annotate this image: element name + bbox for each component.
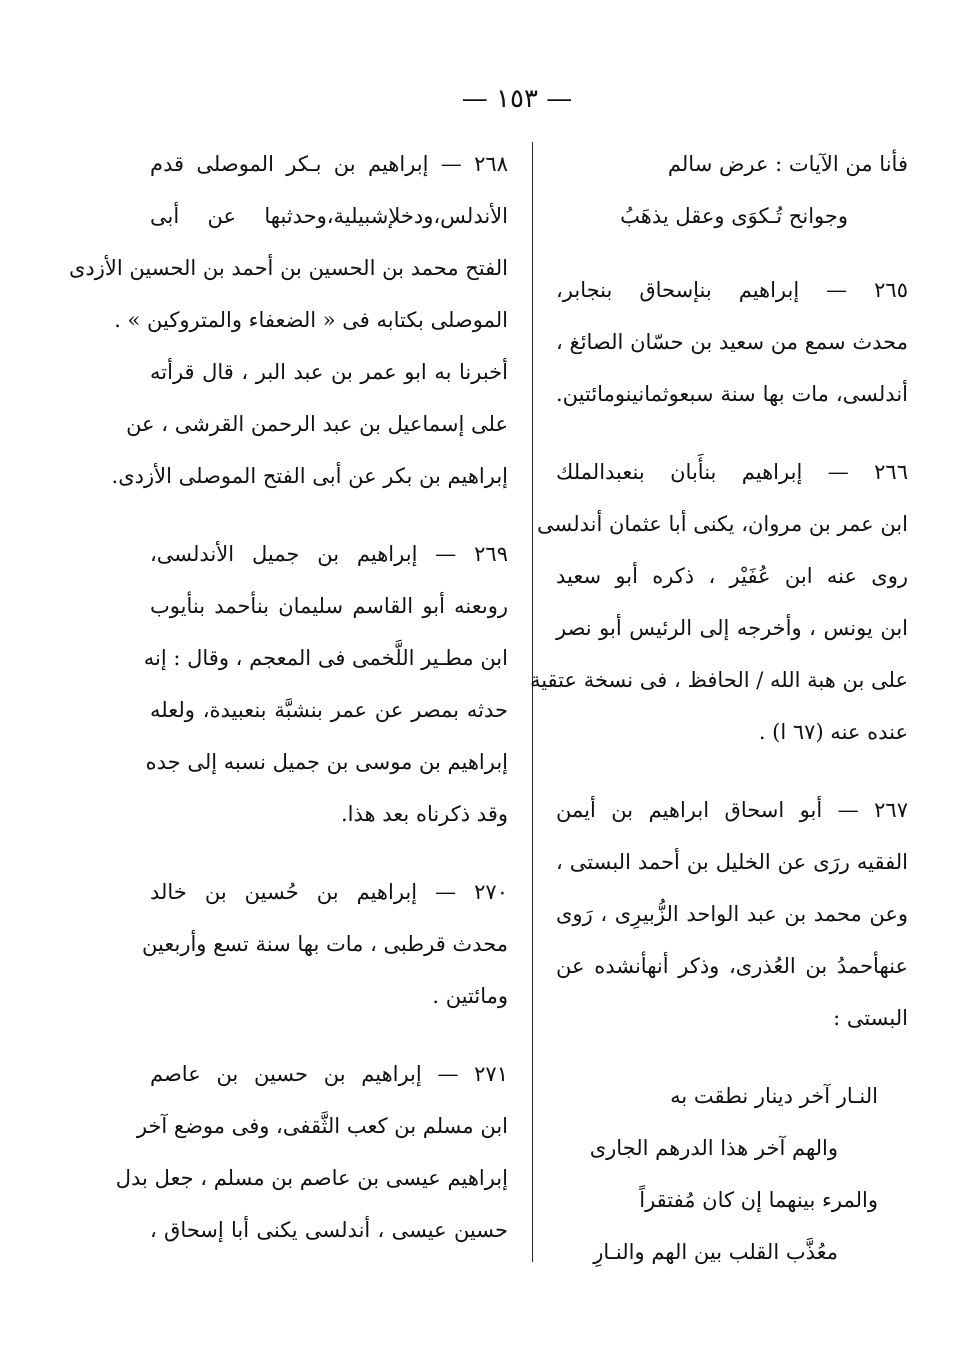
entry-line: ٢٦٨ — إبراهيم بن بـكر الموصلى قدم (150, 152, 508, 176)
entry-266 (529, 446, 908, 758)
entry-line: ابن يونس ، وأخرجه إلى الرئيس أبو نصر (556, 616, 908, 640)
opening-verse (556, 138, 908, 242)
entry-line: ٢٧٠ — إبراهيم بن حُسين بن خالد (150, 880, 508, 904)
entry-line: ابن عمر بن مروان، يكنى أبا عثمان أندلسى (536, 512, 908, 536)
entry-line: إبراهيم بن بكر عن أبى الفتح الموصلى الأزدى. (111, 464, 508, 488)
entry-line: ٢٦٦ — إبراهيم بنأَبان بنعبدالملك (556, 460, 908, 484)
entry-line: إبراهيم بن موسى بن جميل نسبه إلى جده (145, 750, 508, 774)
entry-line: على بن هبة الله / الحافظ ، فى نسخة عتقية (529, 668, 908, 692)
entry-271 (115, 1048, 508, 1256)
entry-line: وعن محمد بن عبد الواحد الزُّبيرِى ، رَوى (556, 902, 908, 926)
entry-line: البستى : (833, 1006, 908, 1030)
poem-line: والمرء بينهما إن كان مُفتقراً (639, 1188, 878, 1212)
entry-line: عنده عنه (٦٧ ا) . (758, 720, 908, 744)
page-number: — ١٥٣ — (461, 84, 573, 114)
entry-line: محدث سمع من سعيد بن حسّان الصائغ ، (556, 330, 908, 354)
entry-line: محدث قرطبى ، مات بها سنة تسع وأربعين (142, 932, 508, 956)
entry-line: الأندلس،ودخلإشبيلية،وحدثبها عن أبى (150, 204, 508, 228)
entry-line: وقد ذكرناه بعد هذا. (340, 802, 508, 826)
entry-267 (556, 784, 908, 1044)
entry-line: أندلسى، مات بها سنة سبعوثمانينومائتين. (556, 382, 908, 406)
entry-line: إبراهيم عيسى بن عاصم بن مسلم ، جعل بدل (115, 1166, 508, 1190)
entry-line: روى عنه ابن عُفَيْر ، ذكره أبو سعيد (556, 564, 908, 588)
right-column (529, 138, 908, 1278)
entry-line: ٢٦٧ — أبو اسحاق ابراهيم بن أيمن (556, 798, 908, 822)
entry-line: روىعنه أبو القاسم سليمان بنأحمد بنأيوب (150, 594, 508, 618)
left-column (68, 138, 508, 1282)
entry-line: ٢٦٥ — إبراهيم بنإسحاق بنجابر، (556, 278, 908, 302)
entry-line: الموصلى بكتابه فى « الضعفاء والمتروكين » . (114, 308, 508, 332)
entry-line: حسين عيسى ، أندلسى يكنى أبا إسحاق ، (150, 1218, 508, 1242)
entry-265 (556, 264, 908, 420)
poem-line: معُذَّب القلب بين الهم والنـارِ (593, 1240, 838, 1264)
poem-line: النـار آخر دينار نطقت به (670, 1084, 878, 1108)
entry-line: عنهأحمدُ بن العُذرى، وذكر أنهأنشده عن (556, 954, 908, 978)
entry-line: الفتح محمد بن الحسين بن أحمد بن الحسين الأزدى (68, 256, 508, 280)
poem-line: والهم آخر هذا الدرهم الجارى (589, 1136, 838, 1160)
entry-line: حدثه بمصر عن عمر بنشبَّة بنعبيدة، ولعله (150, 698, 508, 722)
entry-line: على إسماعيل بن عبد الرحمن القرشى ، عن (126, 412, 508, 436)
entry-line: أخبرنا به ابو عمر بن عبد البر ، قال قرأته (150, 360, 508, 384)
entry-line: ومائتين . (432, 984, 508, 1008)
entry-269 (143, 528, 508, 840)
entry-line: الفقيه ررَى عن الخليل بن أحمد البستى ، (556, 850, 908, 874)
entry-line: ٢٧١ — إبراهيم بن حسين بن عاصم (150, 1062, 508, 1086)
verse-line: فأنا من الآيات : عرض سالم (667, 152, 908, 176)
verse-line: وجوانح تُـكوَى وعقل يذهَبُ (620, 204, 848, 228)
entry-line: ٢٦٩ — إبراهيم بن جميل الأندلسى، (150, 542, 508, 566)
entry-line: ابن مسلم بن كعب الثَّقفى، وفى موضع آخر (136, 1114, 508, 1138)
poem (556, 1070, 908, 1278)
entry-268 (68, 138, 508, 502)
entry-270 (142, 866, 508, 1022)
entry-line: ابن مطـير اللَّخمى فى المعجم ، وقال : إنه (143, 646, 508, 670)
